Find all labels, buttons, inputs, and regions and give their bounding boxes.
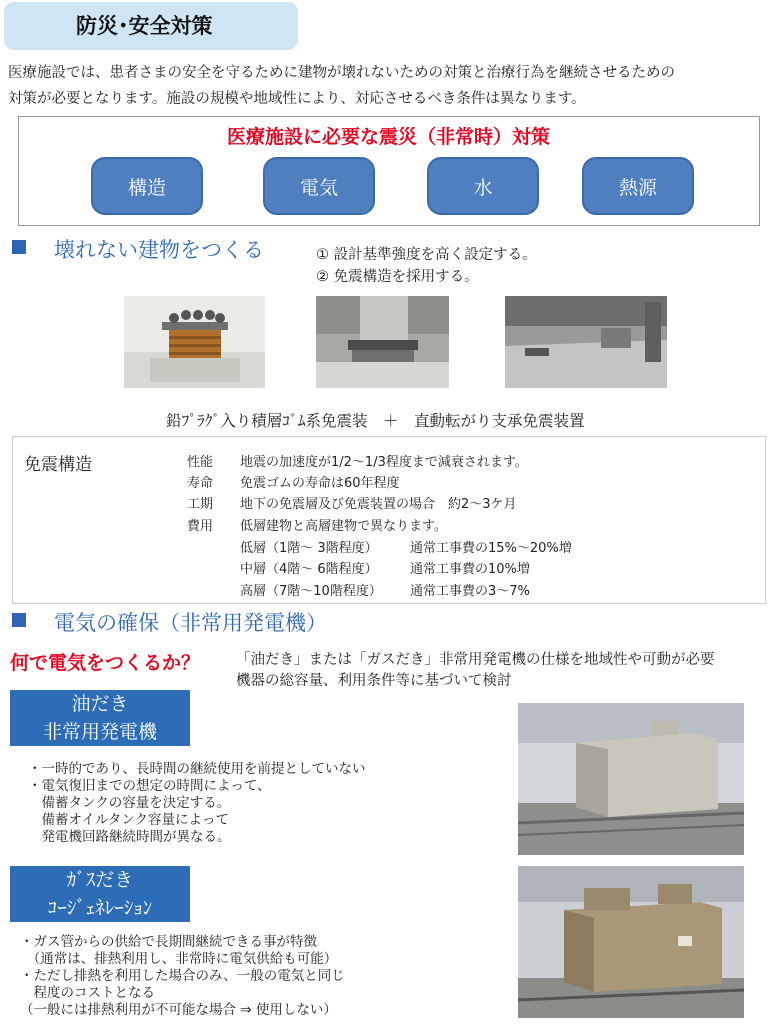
oil-generator-bullets (28, 761, 488, 846)
power-answer (236, 650, 766, 692)
seismic-spec-title: 免震構造 (24, 455, 92, 475)
power-question: 何で電気をつくるか？ (10, 652, 201, 674)
gas-bullet-3: ・ただし排熱を利用した場合のみ、一般の電気と同じ (20, 968, 345, 984)
measure-electricity: 電気 (263, 157, 375, 215)
cost-value-high: 通常工事費の3～7% (410, 584, 530, 599)
oil-bullet-3: 備蓄タンクの容量を決定する。 (28, 795, 231, 811)
gas-bullet-2: （通常は、排熱利用し、非常時に電気供給も可能） (20, 951, 338, 967)
oil-bullet-5: 発電機回路継続時間が異なる。 (28, 829, 231, 845)
photo-caption: 鉛ﾌﾟﾗｸﾞ入り積層ｺﾞﾑ系免震装 ＋ 直動転がり支承免震装置 (166, 412, 585, 430)
oil-bullet-4: 備蓄オイルタンク容量によって (28, 812, 230, 828)
gas-cogeneration-banner (10, 866, 190, 922)
measures-title: 医療施設に必要な震災（非常時）対策 (226, 126, 550, 148)
gas-cogeneration-photo (518, 866, 744, 1018)
oil-bullet-1: ・一時的であり、長時間の継続使用を前提としていない (28, 761, 366, 777)
gas-bullet-4: 程度のコストとなる (20, 985, 155, 1001)
cost-value-low: 通常工事費の15%～20%増 (410, 541, 572, 556)
spec-label-lifespan: 寿命 (187, 476, 214, 491)
spec-label-duration: 工期 (187, 497, 214, 512)
intro-line-2: 対策が必要となります。施設の規模や地域性により、対応させるべき条件は異なります。 (8, 91, 586, 107)
cost-floors-high: 高層（7階～10階程度） (240, 584, 382, 599)
gas-cogeneration-title-2: ｺｰｼﾞｪﾈﾚｰｼｮﾝ (47, 897, 153, 919)
power-answer-line-1: 「油だき」または「ガスだき」非常用発電機の仕様を地域性や可動が必要 (236, 652, 715, 668)
spec-value-performance: 地震の加速度が1/2～1/3程度まで減衰されます。 (240, 455, 528, 470)
spec-label-performance: 性能 (187, 455, 214, 470)
spec-value-cost: 低層建物と高層建物で異なります。 (240, 519, 447, 534)
oil-generator-photo (518, 703, 744, 855)
rolling-bearing-photo (316, 296, 449, 388)
spec-label-cost: 費用 (187, 519, 214, 534)
oil-generator-banner (10, 690, 190, 746)
measure-heat-source: 熱源 (582, 157, 694, 215)
spec-value-lifespan: 免震ゴムの寿命は60年程度 (240, 476, 400, 491)
section-marker-2 (12, 613, 26, 627)
section-heading-building: 壊れない建物をつくる (54, 238, 264, 262)
measure-water: 水 (427, 157, 539, 215)
gas-bullet-5: （一般には排熱利用が不可能な場合 ⇒ 使用しない） (20, 1002, 337, 1018)
gas-cogeneration-title-1: ｶﾞｽだき (66, 869, 134, 891)
oil-generator-title-2: 非常用発電機 (42, 721, 157, 743)
intro-line-1: 医療施設では、患者さまの安全を守るために建物が壊れないための対策と治療行為を継続させるための (8, 65, 675, 81)
section-marker-1 (12, 240, 26, 254)
measure-structure: 構造 (91, 157, 203, 215)
design-point-1: ① 設計基準強度を高く設定する。 (316, 247, 537, 263)
section-heading-electricity: 電気の確保（非常用発電機） (54, 611, 327, 635)
cost-floors-mid: 中層（4階～ 6階程度） (240, 562, 378, 577)
design-point-2: ② 免震構造を採用する。 (316, 269, 479, 285)
intro-text (8, 60, 770, 112)
power-answer-line-2: 機器の総容量、利用条件等に基づいて検討 (236, 673, 512, 689)
cost-value-mid: 通常工事費の10%増 (410, 562, 530, 577)
spec-value-duration: 地下の免震層及び免震装置の場合 約2～3ケ月 (240, 497, 517, 512)
isolation-layer-photo (505, 296, 667, 388)
cost-floors-low: 低層（1階～ 3階程度） (240, 541, 378, 556)
oil-generator-title-1: 油だき (71, 693, 129, 715)
lead-rubber-bearing-photo (124, 296, 265, 388)
page-title: 防災･安全対策 (76, 14, 213, 38)
gas-bullet-1: ・ガス管からの供給で長期間継続できる事が特徴 (20, 934, 317, 950)
oil-bullet-2: ・電気復旧までの想定の時間によって、 (28, 778, 271, 794)
gas-cogeneration-bullets (20, 934, 500, 1019)
